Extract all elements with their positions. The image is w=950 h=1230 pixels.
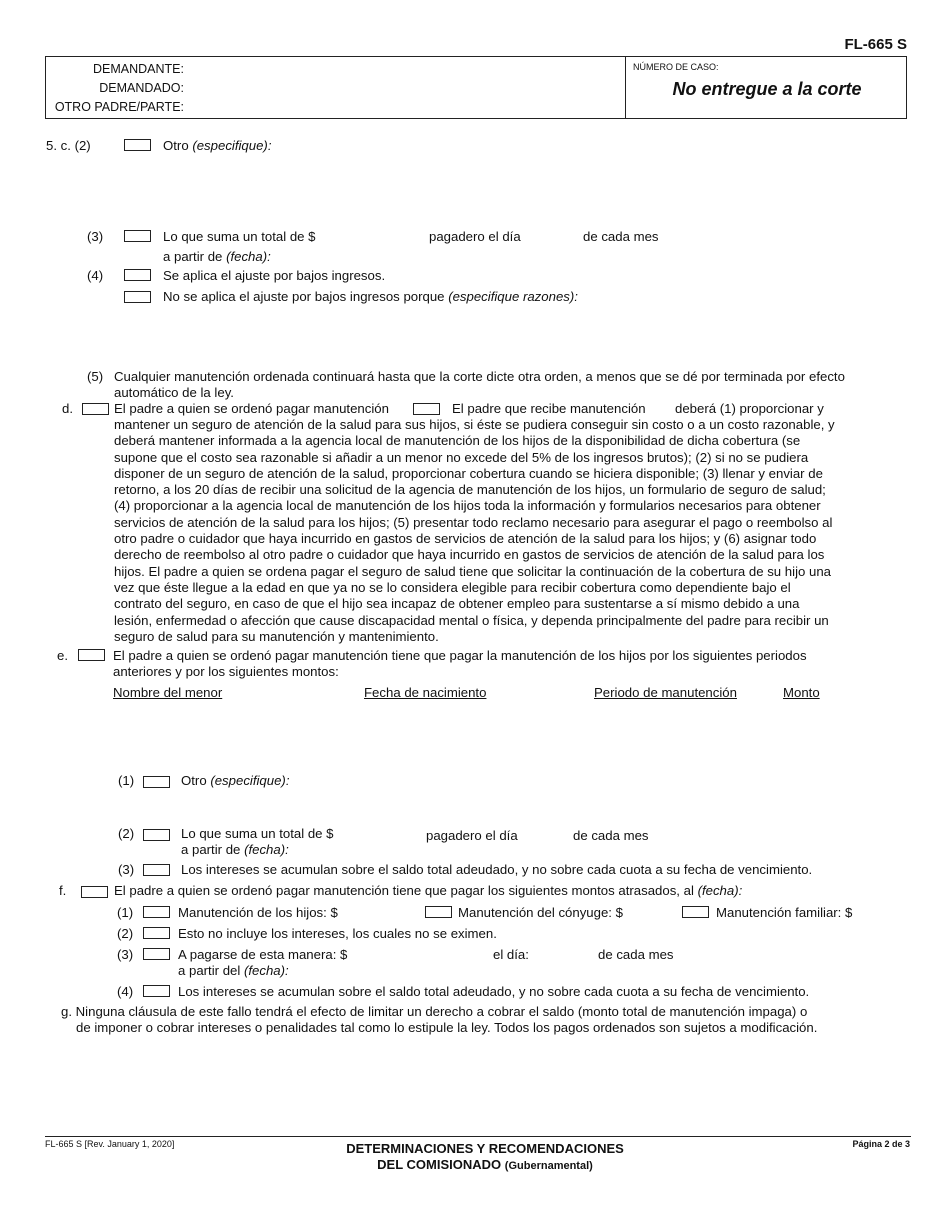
footer-title-line-1: DETERMINACIONES Y RECOMENDACIONES [346,1141,624,1156]
item-5c5-text-2: automático de la ley. [114,385,234,400]
column-support-period: Periodo de manutención [594,685,737,700]
item-5e1-label: Otro (especifique): [181,773,290,788]
item-5d-must: deberá (1) proporcionar y [675,401,824,416]
checkbox-no-interest[interactable] [143,927,170,939]
checkbox-5c3-total[interactable] [124,230,151,242]
item-5c2-label: Otro (especifique): [163,138,272,153]
item-5d-letter: d. [62,401,73,416]
other-parent-label: OTRO PADRE/PARTE: [54,100,184,114]
checkbox-5d-obligor[interactable] [82,403,109,415]
item-5e2-total-label: Lo que suma un total de $ [181,826,334,841]
respondent-label: DEMANDADO: [99,81,184,95]
item-5e2-each-month: de cada mes [573,828,649,843]
item-5d-line: servicios de atención de la salud para los hijos; (5) presentar todo reclamo necesario para asegurar el pago o reembolso al [114,514,833,530]
item-5c3-total-label: Lo que suma un total de $ [163,229,316,244]
item-5d-line: seguro de salud para su manutención y mantenimiento. [114,628,439,644]
item-5d-line: vez que éste llegue a la edad en que ya no se lo considera elegible para recibir cobertura como dependiente bajo el [114,579,791,595]
item-5g-text-2: de imponer o cobrar intereses o penalidades tal como lo estipule la ley. Todos los pagos ordenados son sujetos a modificación. [76,1020,818,1035]
family-support-label: Manutención familiar: $ [716,905,853,920]
item-5f1-number: (1) [117,905,134,920]
footer-rule [45,1136,911,1137]
do-not-file-notice: No entregue a la corte [672,79,862,99]
item-5f4-interest-text: Los intereses se acumulan sobre el saldo total adeudado, y no sobre cada cuota a su fecha de vencimiento. [178,984,810,999]
checkbox-family-support[interactable] [682,906,709,918]
spousal-support-label: Manutención del cónyuge: $ [458,905,623,920]
item-5d-text [114,417,890,645]
item-5c3-number: (3) [87,229,104,244]
pay-manner-label: A pagarse de esta manera: $ [178,947,348,962]
item-5c4-number: (4) [87,268,104,283]
checkbox-spousal-support[interactable] [425,906,452,918]
caption-box [45,56,907,119]
petitioner-label: DEMANDANTE: [93,62,184,76]
item-5f4-number: (4) [117,984,134,999]
item-5g-text-1: g. Ninguna cláusula de este fallo tendrá el efecto de limitar un derecho a cobrar el saldo (monto total de manutención impaga) o [61,1004,808,1019]
low-income-not-applies-label: No se aplica el ajuste por bajos ingresos porque (especifique razones): [163,289,578,304]
footer-title [300,1141,670,1174]
item-5c3-starting-date: a partir de (fecha): [163,249,271,264]
checkbox-5e1-other[interactable] [143,776,170,788]
item-5c3-each-month: de cada mes [583,229,659,244]
checkbox-child-support[interactable] [143,906,170,918]
checkbox-5e2-total[interactable] [143,829,170,841]
column-amount: Monto [783,685,820,700]
item-5f2-number: (2) [117,926,134,941]
item-5c2-number: 5. c. (2) [46,138,91,153]
checkbox-5d-obligee[interactable] [413,403,440,415]
item-5e-text-1: El padre a quien se ordenó pagar manutención tiene que pagar la manutención de los hijos por los siguientes periodos [113,648,807,663]
checkbox-low-income-not-applies[interactable] [124,291,151,303]
footer-page-number: Página 2 de 3 [852,1139,910,1149]
form-id: FL-665 S [844,36,907,53]
checkbox-pay-manner[interactable] [143,948,170,960]
item-5e3-number: (3) [118,862,135,877]
item-5d-line: retorno, a los 20 días de recibir una solicitud de la agencia de manutención de los hijos, un formulario de seguro de salud; [114,482,826,498]
pay-each-month-label: de cada mes [598,947,674,962]
item-5d-line: derecho de reembolso al otro padre o cuidador que haya incurrido en gastos de servicios de atención de la salud para los [114,547,825,563]
item-5d-line: contrato del seguro, en caso de que el hijo sea incapaz de obtener empleo para sustentarse a sí mismo debido a una [114,596,800,612]
child-support-label: Manutención de los hijos: $ [178,905,338,920]
item-5d-obligor-label: El padre a quien se ordenó pagar manutención [114,401,389,416]
low-income-applies-label: Se aplica el ajuste por bajos ingresos. [163,268,386,283]
item-5d-line: deberá mantener informada a la agencia local de manutención de los hijos de la disponibilidad de dicha cobertura (se [114,433,801,449]
item-5d-line: mantener un seguro de atención de la salud para sus hijos, si éste se pudiera conseguir sin costo o a un costo razonable, y [114,417,835,432]
item-5d-line: disponer de un seguro de atención de la salud, proporcionar cobertura cuando se hiciera disponible; (3) llenar y enviar de [114,465,823,481]
case-number-label: NÚMERO DE CASO: [633,62,719,72]
checkbox-5e[interactable] [78,649,105,661]
item-5f3-number: (3) [117,947,134,962]
pay-starting-date: a partir del (fecha): [178,963,289,978]
item-5e2-payable-label: pagadero el día [426,828,518,843]
item-5e1-number: (1) [118,773,135,788]
item-5d-line: lesión, enfermedad o afección que cause discapacidad mental o física, y dependa principalmente del padre para recibir un [114,612,829,628]
footer-title-line-2: DEL COMISIONADO (Gubernamental) [377,1157,593,1172]
item-5d-line: hijos. El padre a quien se ordena pagar el seguro de salud tiene que solicitar la continuación de la cobertura de su hijo una [114,563,831,579]
item-5d-line: (4) proporcionar a la agencia local de manutención de los hijos toda la información y formularios necesarios para obtener [114,498,821,514]
item-5c3-payable-label: pagadero el día [429,229,521,244]
checkbox-5f4-interest[interactable] [143,985,170,997]
item-5c5-text-1: Cualquier manutención ordenada continuará hasta que la corte dicte otra orden, a menos que se dé por terminada por efecto [114,369,845,384]
checkbox-5c2-other[interactable] [124,139,151,151]
column-child-name: Nombre del menor [113,685,223,700]
item-5d-obligee-label: El padre que recibe manutención [452,401,646,416]
item-5f-text: El padre a quien se ordenó pagar manutención tiene que pagar los siguientes montos atrasados, al (fecha): [114,883,743,898]
item-5d-line: otro padre o cuidador que haya incurrido en gastos de servicios de atención de la salud para los hijos; y (6) asignar todo [114,531,817,547]
item-5e2-number: (2) [118,826,135,841]
item-5e-text-2: anteriores y por los siguientes montos: [113,664,339,679]
item-5e3-interest-text: Los intereses se acumulan sobre el saldo total adeudado, y no sobre cada cuota a su fecha de vencimiento. [181,862,813,877]
item-5c5-number: (5) [87,369,104,384]
checkbox-low-income-applies[interactable] [124,269,151,281]
footer-revision: FL-665 S [Rev. January 1, 2020] [45,1139,175,1149]
column-birth-date: Fecha de nacimiento [364,685,487,700]
item-5e2-starting-date: a partir de (fecha): [181,842,289,857]
pay-on-day-label: el día: [493,947,529,962]
item-5f-letter: f. [59,883,67,898]
item-5d-line: supone que el costo sea razonable si añadir a un menor no excede del 5% de los ingresos brutos); (2) si no se pudiera [114,449,809,465]
checkbox-5e3-interest[interactable] [143,864,170,876]
checkbox-5f[interactable] [81,886,108,898]
no-interest-label: Esto no incluye los intereses, los cuales no se eximen. [178,926,497,941]
item-5e-letter: e. [57,648,68,663]
